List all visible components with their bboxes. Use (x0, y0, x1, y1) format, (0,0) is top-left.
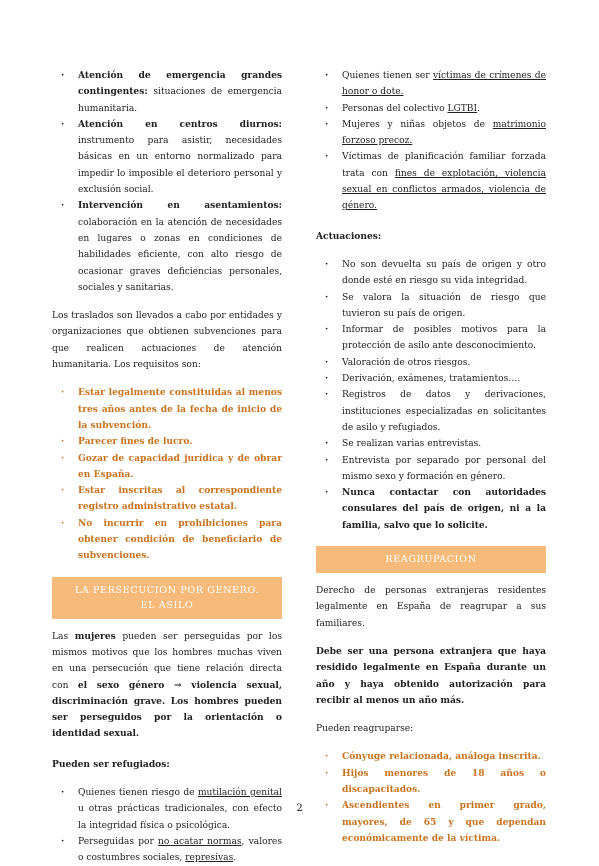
refugees-list-continued (316, 68, 546, 215)
list-item: · Entrevista por separado por personal del mismo sexo y formación en género. (316, 453, 546, 486)
actions-list (316, 257, 546, 534)
requirements-intro: Los traslados son llevados a cabo por entidades y organizaciones que obtienen subvenciones para que realicen actuaciones de atención humanitaria. Los requisitos son: (52, 311, 282, 371)
list-item: · Atención en centros diurnos: instrumento para asistir, necesidades básicas en un entorno normalizado para impedir lo imposible el deterioro personal y exclusión social. (52, 117, 282, 198)
list-item: · Nunca contactar con autoridades consulares del país de origen, ni a la familia, salvo que lo solicite. (316, 485, 546, 534)
list-item: · Cónyuge relacionada, análoga inscrita. (316, 749, 546, 765)
reunification-definition: Derecho de personas extranjeras residentes legalmente en España de reagrupar a sus familiares. (316, 586, 546, 629)
attention-types-list (52, 68, 282, 296)
list-item: · Informar de posibles motivos para la protección de asilo ante desconocimiento. (316, 322, 546, 355)
requirements-list (52, 385, 282, 564)
refugees-heading: Pueden ser refugiados: (52, 758, 170, 770)
list-item: · Derivación, exámenes, tratamientos…. (316, 371, 546, 387)
gender-persecution-paragraph: Las mujeres pueden ser perseguidas por los mismos motivos que los hombres muchas viven en una persecución que tiene relación directa con el sexo género → violencia sexual, discriminación grave. Los hombres pueden ser perseguidos por la orientación o identidad sexual. (52, 630, 282, 740)
list-item: · Quienes tienen ser víctimas de crímenes de honor o dote. (316, 68, 546, 101)
list-item: · Gozar de capacidad jurídica y de obrar en España. (52, 451, 282, 484)
list-item: · No incurrir en prohibiciones para obtener condición de beneficiario de subvenciones. (52, 516, 282, 565)
list-item: · Registros de datos y derivaciones, instituciones especializadas en solicitantes de asilo y refugiados. (316, 387, 546, 436)
right-column (316, 68, 546, 847)
reunification-who-heading: Pueden reagruparse: (316, 724, 414, 735)
list-item: · Perseguidas por no acatar normas, valores o costumbres sociales, represivas. (52, 834, 282, 866)
reunification-list (316, 749, 546, 847)
list-item: · Se realizan varias entrevistas. (316, 436, 546, 452)
list-item: · Valoración de otros riesgos. (316, 355, 546, 371)
list-item: · Quienes tienen riesgo de mutilación genital u otras prácticas tradicionales, con efecto la integridad física o psicológica. (52, 785, 282, 834)
list-item: · Estar legalmente constituidas al menos tres años antes de la fecha de inicio de la subvención. (52, 385, 282, 434)
section-title-gender-persecution: LA PERSECUCION POR GENERO. EL ASILO (52, 577, 282, 619)
list-item: · Víctimas de planificación familiar forzada trata con fines de explotación, violencia sexual en conflictos armados, violencia de género. (316, 149, 546, 214)
list-item: · Ascendientes en primer grado, mayores, de 65 y que dependan económicamente de la víctima. (316, 798, 546, 847)
refugees-list (52, 785, 282, 866)
list-item: · Atención de emergencia grandes contingentes: situaciones de emergencia humanitaria. (52, 68, 282, 117)
list-item: · Intervención en asentamientos: colaboración en la atención de necesidades en lugares o zonas en condiciones de habilidades eficiente, con alto riesgo de ocasionar graves deficiencias personales, sociales y sanitarias. (52, 198, 282, 296)
reunification-requirement: Debe ser una persona extranjera que haya residido legalmente en España durante un año y haya obtenido autorización para recibir al menos un año más. (316, 645, 546, 706)
list-item: · Se valora la situación de riesgo que tuvieron su país de origen. (316, 290, 546, 323)
list-item: · Estar inscritas al correspondiente registro administrativo estatal. (52, 483, 282, 516)
list-item: · Mujeres y niñas objetos de matrimonio forzoso precoz. (316, 117, 546, 150)
list-item: · Hijos menores de 18 años o discapacitados. (316, 766, 546, 799)
list-item: · Parecer fines de lucro. (52, 434, 282, 450)
list-item: · Personas del colectivo LGTBI. (316, 101, 546, 117)
section-title-reunification: REAGRUPACION (316, 546, 546, 573)
left-column (52, 68, 282, 866)
page-number: 2 (296, 803, 303, 814)
list-item: · No son devuelta su país de origen y otro donde esté en riesgo su vida integridad. (316, 257, 546, 290)
actions-heading: Actuaciones: (316, 230, 382, 242)
